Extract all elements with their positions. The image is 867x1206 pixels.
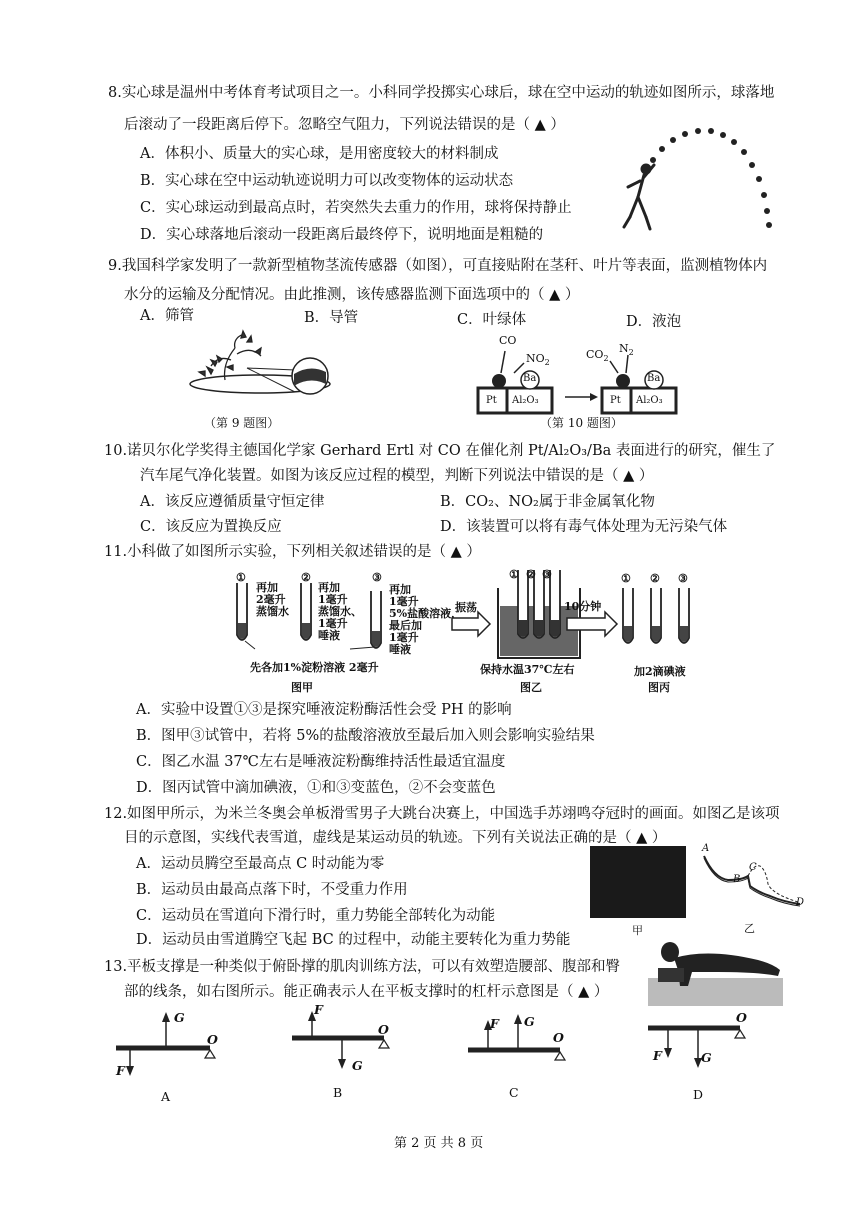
q13-c-g: G xyxy=(524,1014,535,1029)
q10-ba-label-right: Ba xyxy=(647,373,661,384)
q13-stem-line1: 13.平板支撑是一种类似于俯卧撑的肌肉训练方法，可以有效塑造腰部、腹部和臀 xyxy=(104,959,621,975)
q10-al2o3-label-right: Al₂O₃ xyxy=(636,395,663,406)
q13-lever-option-b xyxy=(290,1005,410,1075)
q11-bing-num-2: ② xyxy=(650,572,660,585)
q10-stem-line1: 10.诺贝尔化学奖得主德国化学家 Gerhard Ertl 对 CO 在催化剂 Pt/Al₂O₃/Ba 表面进行的研究，催生了 xyxy=(104,443,776,459)
q11-tube3-label-5: 唾液 xyxy=(389,643,411,656)
q11-tube3-number: ③ xyxy=(372,571,382,584)
q11-tube3-label-1: 1毫升 xyxy=(389,595,419,608)
q11-shake-label: 振荡 xyxy=(455,601,477,614)
q13-lever-option-d xyxy=(646,1010,766,1080)
q12-option-b: B．运动员由最高点落下时，不受重力作用 xyxy=(136,882,408,898)
q12-photo-jia xyxy=(590,846,686,918)
q13-a-f: F xyxy=(116,1063,125,1078)
q13-b-f: F xyxy=(314,1002,323,1017)
q11-tube2-label-4: 唾液 xyxy=(318,629,340,642)
q12-stem-line2: 目的示意图，实线代表雪道，虚线是某运动员的轨迹。下列有关说法正确的是（ ▲ ） xyxy=(124,830,667,846)
q12-point-b: B xyxy=(733,874,741,885)
q10-no2-label: $NO_2$ xyxy=(526,352,550,368)
q12-point-a: A xyxy=(702,843,710,854)
q11-stem: 11.小科做了如图所示实验，下列相关叙述错误的是（ ▲ ） xyxy=(104,544,481,560)
q13-d-o: O xyxy=(736,1010,747,1025)
q13-d-g: G xyxy=(701,1050,712,1065)
q11-fig-bing-caption: 图丙 xyxy=(648,681,670,694)
q13-option-a-label: A xyxy=(161,1089,171,1104)
q11-tube1-number: ① xyxy=(236,571,246,584)
q12-fig-yi-caption: 乙 xyxy=(744,922,755,935)
q9-stem-line1: 9.我国科学家发明了一款新型植物茎流传感器（如图），可直接贴附在茎秆、叶片等表面，监测植物体内 xyxy=(108,258,768,274)
q11-option-d: D．图丙试管中滴加碘液，①和③变蓝色，②不会变蓝色 xyxy=(136,780,496,796)
q11-fig-jia-caption: 图甲 xyxy=(291,681,313,694)
q13-a-o: O xyxy=(207,1032,218,1047)
q11-ten-minutes-arrow xyxy=(567,612,619,636)
q11-tube3-label-3: 最后加 xyxy=(389,619,422,632)
q10-option-a: A．该反应遵循质量守恒定律 xyxy=(140,494,325,510)
q11-tube3-label-4: 1毫升 xyxy=(389,631,419,644)
q11-tube2-label-1: 1毫升 xyxy=(318,593,348,606)
q11-tube1-label-2: 蒸馏水 xyxy=(256,605,289,618)
q11-tube1-label-0: 再加 xyxy=(256,581,278,594)
q8-stem-line2: 后滚动了一段距离后停下。忽略空气阻力，下列说法错误的是（ ▲ ） xyxy=(124,117,565,133)
q12-option-d: D．运动员由雪道腾空飞起 BC 的过程中，动能主要转化为重力势能 xyxy=(136,932,571,948)
q13-b-o: O xyxy=(378,1022,389,1037)
q8-option-a: A．体积小、质量大的实心球，是用密度较大的材料制成 xyxy=(140,146,499,162)
q8-option-b: B．实心球在空中运动轨迹说明力可以改变物体的运动状态 xyxy=(140,173,514,189)
q10-n2-label: $N_2$ xyxy=(619,342,634,358)
q9-figure-caption: （第 9 题图） xyxy=(204,416,280,430)
q13-option-c-label: C xyxy=(509,1085,519,1100)
q8-option-d: D．实心球落地后滚动一段距离后最终停下，说明地面是粗糙的 xyxy=(140,227,544,243)
q11-yi-temp-note: 保持水温37℃左右 xyxy=(480,663,575,676)
q11-tube3-label-2: 5%盐酸溶液， xyxy=(389,607,463,620)
q8-trajectory-figure xyxy=(610,125,780,235)
q13-stem-line2: 部的线条，如右图所示。能正确表示人在平板支撑时的杠杆示意图是（ ▲ ） xyxy=(124,984,609,1000)
q10-ba-label-left: Ba xyxy=(523,373,537,384)
page-footer: 第 2 页 共 8 页 xyxy=(394,1136,484,1151)
q10-option-b: B．CO₂、NO₂属于非金属氧化物 xyxy=(440,494,655,510)
q11-tube2-label-3: 1毫升 xyxy=(318,617,348,630)
q10-co2-label: $CO_2$ xyxy=(586,348,609,364)
q11-yi-num-3: ③ xyxy=(542,568,552,581)
q13-plank-photo xyxy=(648,938,783,1006)
q9-option-c: C．叶绿体 xyxy=(457,312,527,328)
q12-option-c: C．运动员在雪道向下滑行时，重力势能全部转化为动能 xyxy=(136,908,496,924)
q11-fig-yi-caption: 图乙 xyxy=(520,681,542,694)
q13-b-g: G xyxy=(352,1058,363,1073)
q11-option-a: A．实验中设置①③是探究唾液淀粉酶活性会受 PH 的影响 xyxy=(136,702,512,718)
q11-tube2-number: ② xyxy=(301,571,311,584)
q11-yi-num-1: ① xyxy=(509,568,519,581)
q13-a-g: G xyxy=(174,1010,185,1025)
q12-track-diagram xyxy=(700,846,810,908)
q13-option-b-label: B xyxy=(333,1085,343,1100)
q13-option-d-label: D xyxy=(693,1087,704,1102)
q10-co-label: CO xyxy=(499,334,517,347)
q11-tube3-label-0: 再加 xyxy=(389,583,411,596)
q9-option-a: A．筛管 xyxy=(140,308,194,324)
q12-fig-jia-caption: 甲 xyxy=(632,924,643,937)
q11-tube2-label-0: 再加 xyxy=(318,581,340,594)
q9-plant-sensor-figure xyxy=(175,330,335,410)
q9-option-b: B．导管 xyxy=(304,310,359,326)
q10-stem-line2: 汽车尾气净化装置。如图为该反应过程的模型，判断下列说法中错误的是（ ▲ ） xyxy=(140,468,654,484)
q12-option-a: A．运动员腾空至最高点 C 时动能为零 xyxy=(136,856,385,872)
q10-figure-caption: （第 10 题图） xyxy=(540,416,623,430)
q13-c-o: O xyxy=(553,1030,564,1045)
q11-jia-bottom-note: 先各加1%淀粉溶液 2毫升 xyxy=(250,661,379,674)
q10-pt-label-left: Pt xyxy=(486,395,497,406)
q11-figure-bing-tubes xyxy=(615,586,705,656)
q11-ten-minutes-label: 10分钟 xyxy=(564,600,602,613)
q9-option-d: D．液泡 xyxy=(626,314,682,330)
q10-al2o3-label-left: Al₂O₃ xyxy=(512,395,539,406)
q11-shake-arrow xyxy=(452,612,492,636)
q11-bing-num-1: ① xyxy=(621,572,631,585)
q11-option-b: B．图甲③试管中，若将 5%的盐酸溶液放至最后加入则会影响实验结果 xyxy=(136,728,595,744)
q10-option-d: D．该装置可以将有毒气体处理为无污染气体 xyxy=(440,519,728,535)
q12-point-c: C xyxy=(749,862,757,873)
q12-stem-line1: 12.如图甲所示，为米兰冬奥会单板滑雪男子大跳台决赛上，中国选手苏翊鸣夺冠时的画面。如图乙是该项 xyxy=(104,806,780,822)
q13-c-f: F xyxy=(490,1016,499,1031)
q11-tube2-label-2: 蒸馏水、 xyxy=(318,605,362,618)
q11-bing-iodine-note: 加2滴碘液 xyxy=(634,665,686,678)
q10-option-c: C．该反应为置换反应 xyxy=(140,519,282,535)
q10-pt-label-right: Pt xyxy=(610,395,621,406)
q13-d-f: F xyxy=(653,1048,662,1063)
q8-stem-line1: 8.实心球是温州中考体育考试项目之一。小科同学投掷实心球后，球在空中运动的轨迹如图所示，球落地 xyxy=(108,85,775,101)
q11-tube1-label-1: 2毫升 xyxy=(256,593,286,606)
q11-option-c: C．图乙水温 37℃左右是唾液淀粉酶维持活性最适宜温度 xyxy=(136,754,506,770)
q8-option-c: C．实心球运动到最高点时，若突然失去重力的作用，球将保持静止 xyxy=(140,200,572,216)
q11-yi-num-2: ② xyxy=(526,568,536,581)
q12-point-d: D xyxy=(796,897,805,908)
q11-bing-num-3: ③ xyxy=(678,572,688,585)
q9-stem-line2: 水分的运输及分配情况。由此推测，该传感器监测下面选项中的（ ▲ ） xyxy=(124,287,580,303)
